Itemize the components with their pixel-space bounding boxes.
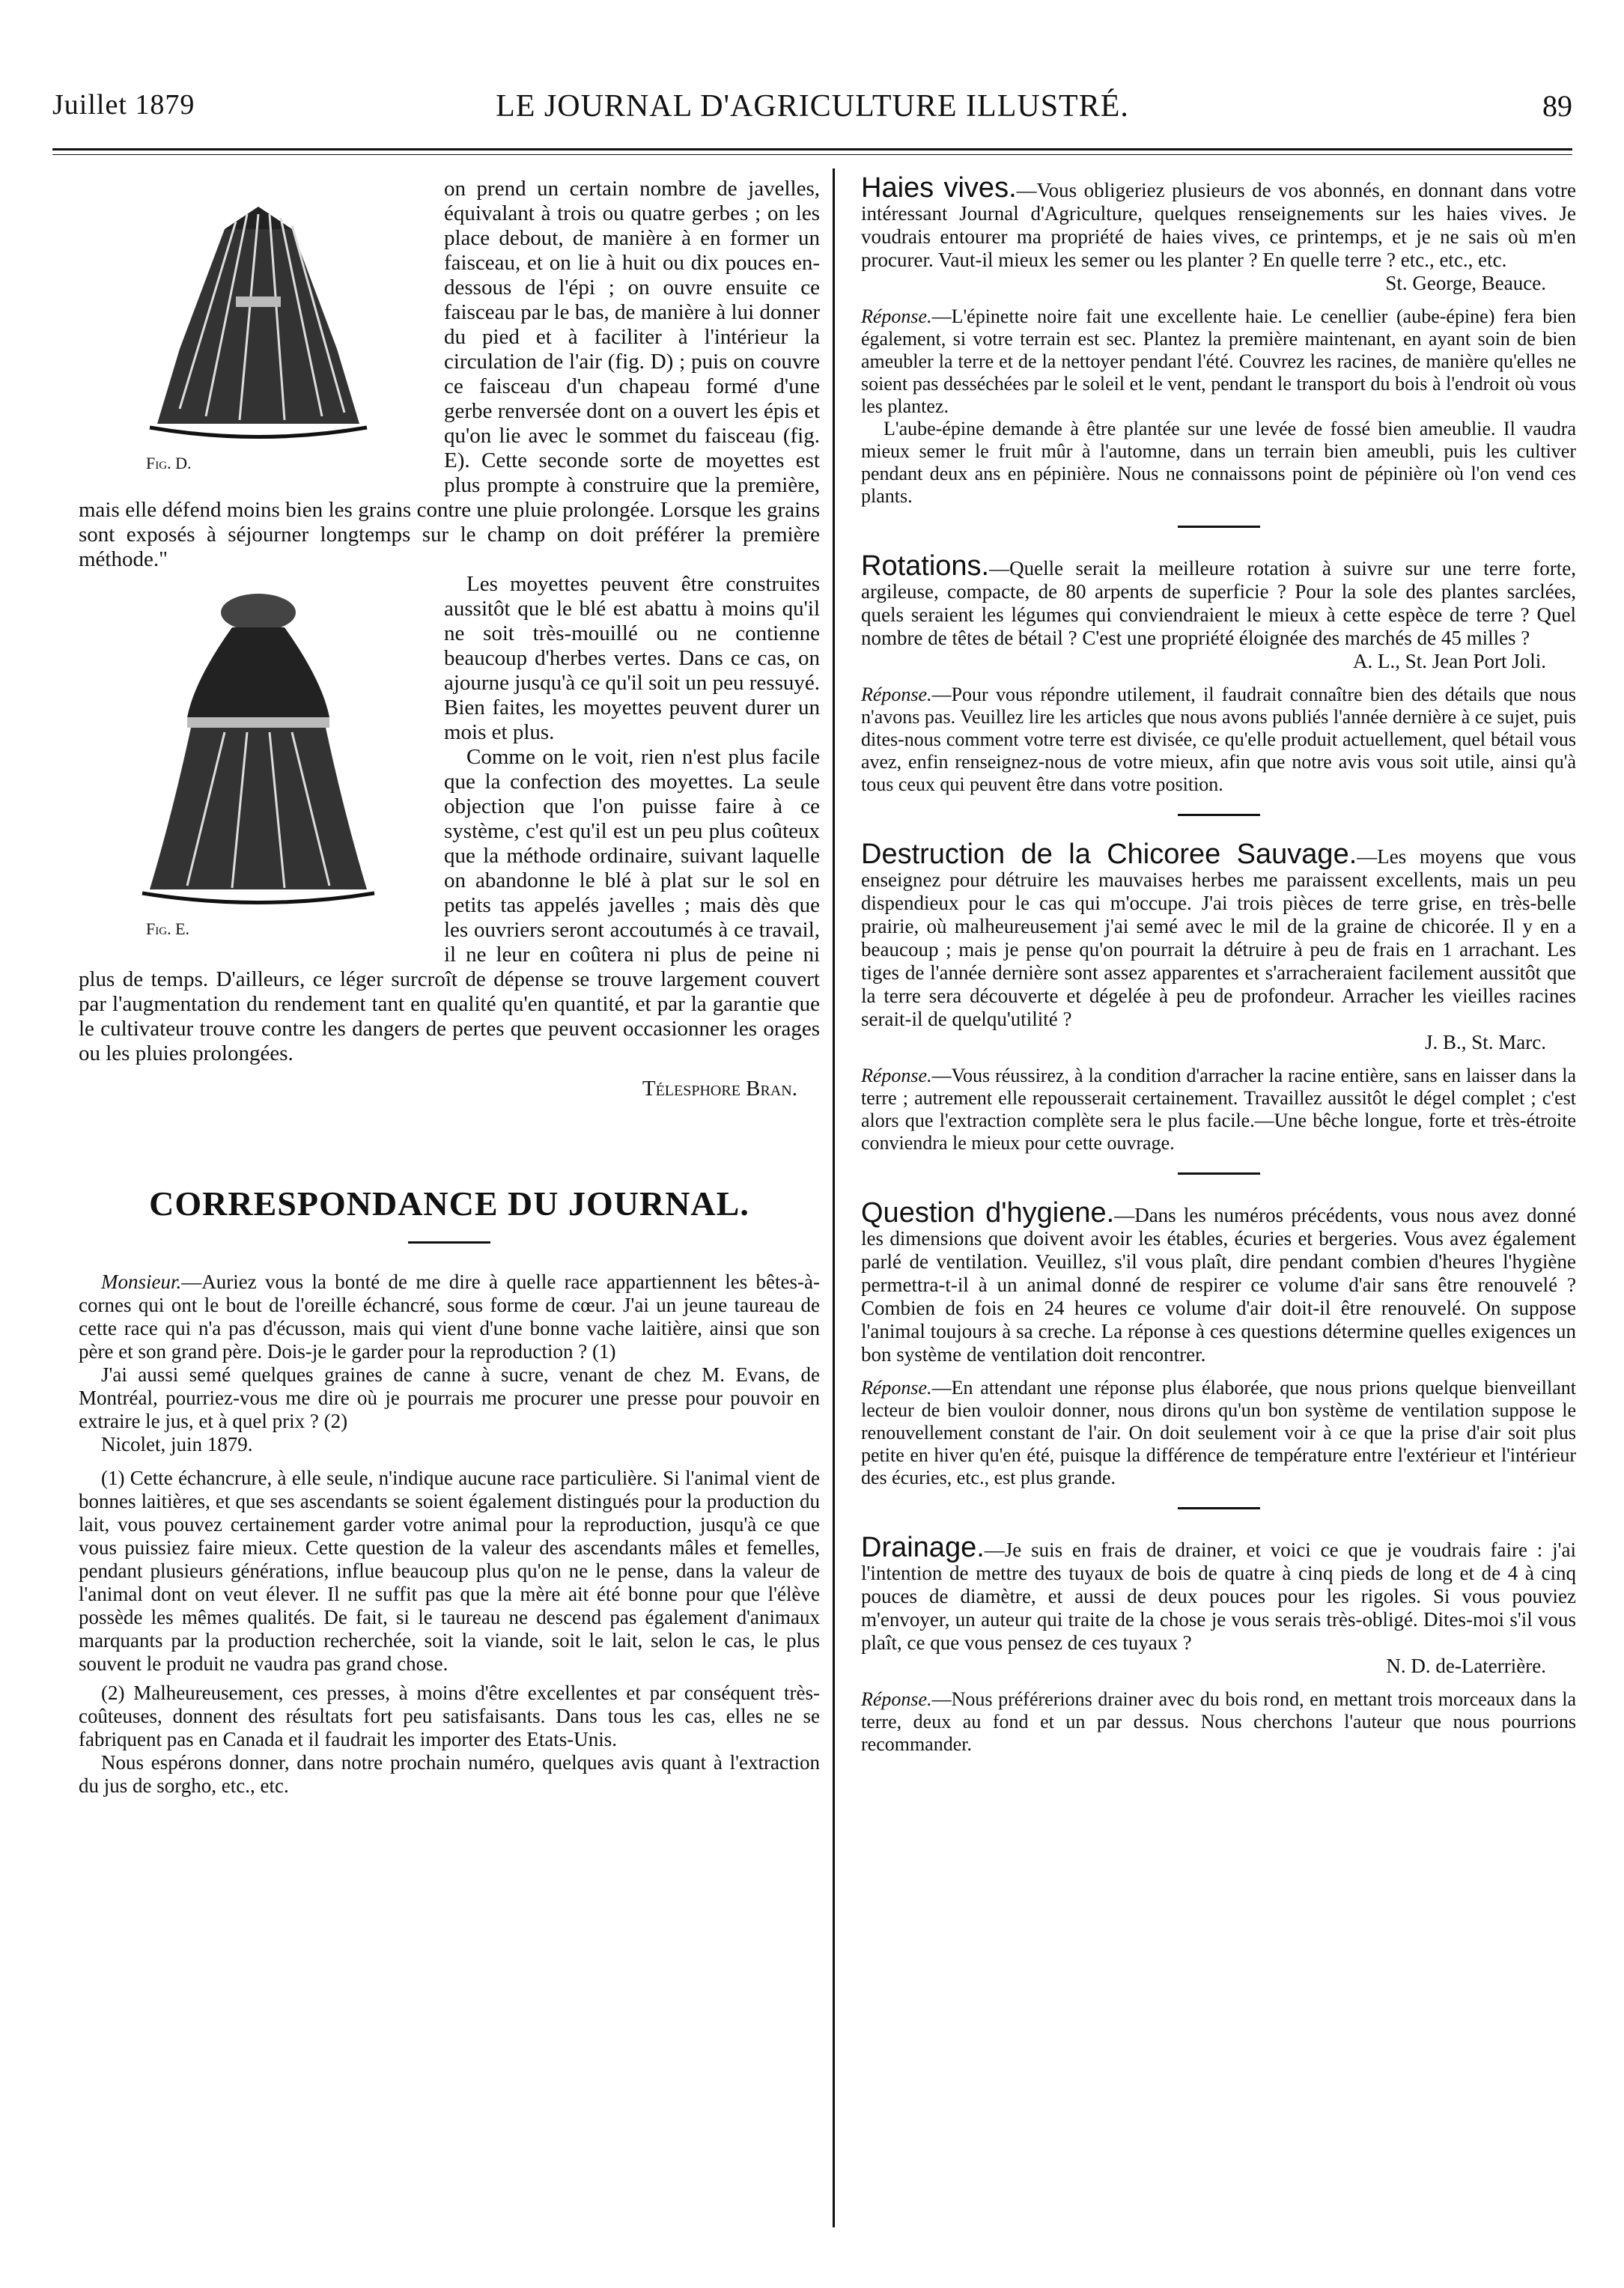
section-question: —Vous obligeriez plusieurs de vos abonnés, en donnant dans votre intéressant Journal d'Agriculture, quelques renseignements sur les haies vives. Je voudrais entourer ma propriété de haies vives, ce printemps, et je ne sais où m'en procurer. Vaut-il mieux les semer ou les planter ? En quelle terre ? etc., etc., etc. xyxy=(861,179,1576,271)
section-question: —Les moyens que vous enseignez pour détruire les mauvaises herbes me paraissent excellents, mais un peu dispendieux pour le cas qui m'occupe. J'ai trois pièces de terre grise, en très-belle prairie, où malheureusement j'ai semé avec le mil de la graine de chicorée. Il y en a beaucoup ; mais je pense qu'on pourrait la détruire à peu de frais en 1 arrachant. Les tiges de l'année dernière sont assez apparentes et s'arracheraient facilement aussitôt que la terre sera découverte et dégelée à peu de profondeur. Arracher les vieilles racines serait-il de quelqu'utilité ? xyxy=(861,845,1576,1030)
section-question: —Dans les numéros précédents, vous nous avez donné les dimensions que doivent avoir les étables, écuries et bergeries. Vous avez également parlé de ventilation. Veuillez, s'il vous plaît, dire pendant combien d'heures l'hygiène permettra-t-il à un animal donné de respirer ce volume d'air sans être renouvelé ? Combien de fois en 24 heures ce volume d'air doit-il être renouvelé. On suppose l'animal toujours à sa creche. La réponse à ces questions détermine quelles exigences un bon système de ventilation doit rencontrer. xyxy=(861,1204,1576,1366)
section-title: Haies vives. xyxy=(861,172,1017,204)
answer-label: Réponse. xyxy=(861,1688,932,1710)
figure-d-caption: Fig. D. xyxy=(146,454,192,472)
letter-paragraph-1 xyxy=(79,1271,820,1363)
section-chicoree xyxy=(861,839,1576,1154)
letter-label: Monsieur. xyxy=(101,1271,182,1293)
column-divider xyxy=(833,168,835,2227)
correspondence-title: CORRESPONDANCE DU JOURNAL. xyxy=(149,1184,749,1223)
header-rule-thin xyxy=(52,154,1572,155)
section-rule xyxy=(1178,1172,1260,1175)
section-haies-vives xyxy=(861,172,1576,508)
stook-e-illustration xyxy=(135,590,382,919)
section-signature: N. D. de-Laterrière. xyxy=(1386,1655,1546,1677)
footnote-2: (2) Malheureusement, ces presses, à moins d'être excellentes et par conséquent très-coûteuses, donnent des résultats fort peu satisfaisants. Dans tous les cas, elles ne se fabriquent pas en Canada et il faudrait les importer des Etats-Unis. xyxy=(79,1682,820,1750)
section-title: Question d'hygiene. xyxy=(861,1197,1115,1229)
page-header xyxy=(52,88,1572,133)
title-rule xyxy=(408,1241,490,1244)
answer-label: Réponse. xyxy=(861,305,932,327)
section-title: Drainage. xyxy=(861,1532,985,1563)
answer-text: —Vous réussirez, à la condition d'arracher la racine entière, sans en laisser dans la terre ; autrement elle repousserait certainement. Travaillez aussitôt le dégel complet ; c'est alors que l'extraction complète sera le plus facile.—Une bêche longue, forte et très-étroite conviendra le mieux pour cette ouvrage. xyxy=(861,1065,1576,1154)
journal-title: LE JOURNAL D'AGRICULTURE ILLUSTRÉ. xyxy=(496,89,1129,124)
footnote-1: (1) Cette échancrure, à elle seule, n'indique aucune race particulière. Si l'animal vient de bonnes laitières, et que ses ascendants se soient également distingués pour la production du lait, vous pouvez certainement garder votre animal pour la reproduction, jusqu'à ce que vous puissiez faire mieux. Cette question de la valeur des ascendants mâles et femelles, pendant plusieurs générations, influe beaucoup plus qu'on ne le pense, dans la valeur de l'animal dont on veut élever. Il ne suffit pas que la mère ait été bonne pour que l'élève possède les mêmes qualités. De fait, si le taureau ne descend pas également d'animaux marquants par la production recherchée, soit la viande, soit le lait, selon le cas, le plus souvent le produit ne vaudra pas grand chose. xyxy=(79,1467,820,1675)
moyettes-paragraph: Les moyettes peuvent être construites aussitôt que le blé est abattu à moins qu'il ne soit très-mouillé ou ne contienne beaucoup d'herbes vertes. Dans ce cas, on ajourne jusqu'à ce qu'il soit un peu ressuyé. Bien faites, les moyettes peuvent durer un mois et plus. xyxy=(444,572,820,744)
section-signature: St. George, Beauce. xyxy=(1385,272,1546,294)
left-column xyxy=(79,177,820,1798)
section-signature: A. L., St. Jean Port Joli. xyxy=(1352,650,1546,672)
section-title: Destruction de la Chicoree Sauvage. xyxy=(861,839,1357,870)
page-number: 89 xyxy=(1542,89,1572,123)
figure-e xyxy=(94,590,423,939)
letter-paragraph-2: J'ai aussi semé quelques graines de canne à sucre, venant de chez M. Evans, de Montréal, pourriez-vous me dire où je pourrais me procurer une presse pour pouvoir en extraire le jus, et à quel prix ? (2) xyxy=(79,1363,820,1432)
section-title: Rotations. xyxy=(861,550,990,582)
section-drainage xyxy=(861,1532,1576,1756)
confection-paragraph: Comme on le voit, rien n'est plus facile que la confection des moyettes. La seule objection que l'on puisse faire à ce système, c'est qu'il est un peu plus coûteux que la méthode ordinaire, suivant laquelle on abandonne le blé à plat sur le sol en petits tas appelés javelles ; mais dès que les ouvriers seront accoutumés à ce travail, il ne leur en coûtera ni plus de peine ni plus de temps. D'ailleurs, ce léger surcroît de dépense se trouve largement couvert par l'augmentation du rendement tant en qualité qu'en quantité, et par la garantie que le cultivateur trouve contre les dangers de pertes que peuvent occasionner les orages ou les pluies prolongées. xyxy=(79,745,820,1065)
letter-text-1: —Auriez vous la bonté de me dire à quelle race appartiennent les bêtes-à-cornes qui ont le bout de l'oreille échancré, sous forme de cœur. J'ai un jeune taureau de cette race qui n'a pas d'écusson, mais qui vient d'une bonne vache laitière, ainsi que son père et son grand père. Dois-je le garder pour la reproduction ? (1) xyxy=(79,1271,820,1363)
header-date: Juillet 1879 xyxy=(52,89,195,121)
intro-paragraph: on prend un certain nombre de javelles, équivalant à trois ou quatre gerbes ; on les place debout, de manière à en former un faisceau, et on lie à huit ou dix pouces en-dessous de l'épi ; on ouvre ensuite ce faisceau par le bas, de manière à lui donner du pied et à faciliter à l'intérieur la circulation de l'air (fig. D) ; puis on couvre ce faisceau d'un chapeau formé d'une gerbe renversée dont on a ouvert les épis et qu'on lie avec le sommet du faisceau (fig. E). Cette seconde sorte de moyettes est plus prompte à construire que la première, mais elle défend moins bien les grains contre une pluie prolongée. Lorsque les grains sont exposés à séjourner longtemps sur le champ on doit préférer la première méthode." xyxy=(79,177,820,571)
author-signature: Télesphore Bran. xyxy=(642,1077,797,1101)
answer-text: —Pour vous répondre utilement, il faudrait connaître bien des détails que nous n'avons pas. Veuillez lire les articles que nous avons publiés l'année dernière à ce sujet, puis dites-nous comment votre terre est divisée, ce qu'elle produit actuellement, quel bétail vous avez, enfin renseignez-nous de votre mieux, afin que notre avis vous soit utile, ainsi qu'à tous ceux qui peuvent être dans votre position. xyxy=(861,684,1576,795)
right-column xyxy=(861,172,1576,1756)
figure-e-caption: Fig. E. xyxy=(146,919,190,938)
answer-text-2: L'aube-épine demande à être plantée sur une levée de fossé bien ameublie. Il vaudra mieux semer le fruit mûr à l'automne, dans un terrain bien ameubli, puis les cultiver pendant deux ans en pépinière. Nous ne connaissons point de pépinière où l'on vend ces plants. xyxy=(861,418,1576,507)
letter-place-date: Nicolet, juin 1879. xyxy=(101,1433,253,1455)
section-rule xyxy=(1178,526,1260,528)
answer-label: Réponse. xyxy=(861,684,932,705)
answer-label: Réponse. xyxy=(861,1065,932,1086)
section-rotations xyxy=(861,550,1576,796)
section-question: —Je suis en frais de drainer, et voici ce que je voudrais faire : j'ai l'intention de mettre des tuyaux de bois de quatre à cinq pieds de long et de 4 à cinq pouces de diamètre, et aussi de deux pouces pour les rigoles. Si vous pouviez m'envoyer, un auteur qui traite de la chose je vous serais très-obligé. Dites-moi s'il vous plaît, ce que vous pensez de ces tuyaux ? xyxy=(861,1539,1576,1654)
section-question: —Quelle serait la meilleure rotation à suivre sur une terre forte, argileuse, compacte, de 80 arpents de superficie ? Pour la sole des plantes sarclées, quels seraient les légumes qui conviendraient le mieux à cette espèce de terre ? Quel nombre de têtes de bétail ? C'est une propriété éloignée des marchés de 45 milles ? xyxy=(861,557,1576,649)
stook-d-illustration xyxy=(135,199,382,454)
section-signature: J. B., St. Marc. xyxy=(1425,1031,1546,1053)
answer-label: Réponse. xyxy=(861,1377,932,1399)
answer-text: —L'épinette noire fait une excellente haie. Le cenellier (aube-épine) fera bien également, si votre terrain est sec. Plantez la première maintenant, en ayant soin de bien ameubler la terre et de la nettoyer pendant l'été. Couvrez les racines, de manière qu'elles ne soient pas desséchées par le soleil et le vent, pendant le transport du bois à l'endroit où vous les plantez. xyxy=(861,305,1576,417)
section-hygiene xyxy=(861,1197,1576,1489)
answer-text: —Nous préférerions drainer avec du bois rond, en mettant trois morceaux dans la terre, deux au fond et un par dessus. Nous cherchons l'auteur que nous pourrions recommander. xyxy=(861,1688,1576,1755)
header-rule xyxy=(52,148,1572,150)
section-rule xyxy=(1178,814,1260,816)
section-rule xyxy=(1178,1507,1260,1509)
footnote-3: Nous espérons donner, dans notre prochain numéro, quelques avis quant à l'extraction du jus de sorgho, etc., etc. xyxy=(79,1751,820,1797)
answer-text: —En attendant une réponse plus élaborée, que nous prions quelque bienveillant lecteur de bien vouloir donner, nous dirons qu'un bon système de ventilation suppose le renouvellement constant de l'air. On doit seulement voir à ce que la prise d'air soit plus petite en hiver qu'en été, puisque la différence de température entre l'extérieur et l'intérieur des écuries, etc., est plus grande. xyxy=(861,1377,1576,1488)
figure-d xyxy=(94,199,423,473)
